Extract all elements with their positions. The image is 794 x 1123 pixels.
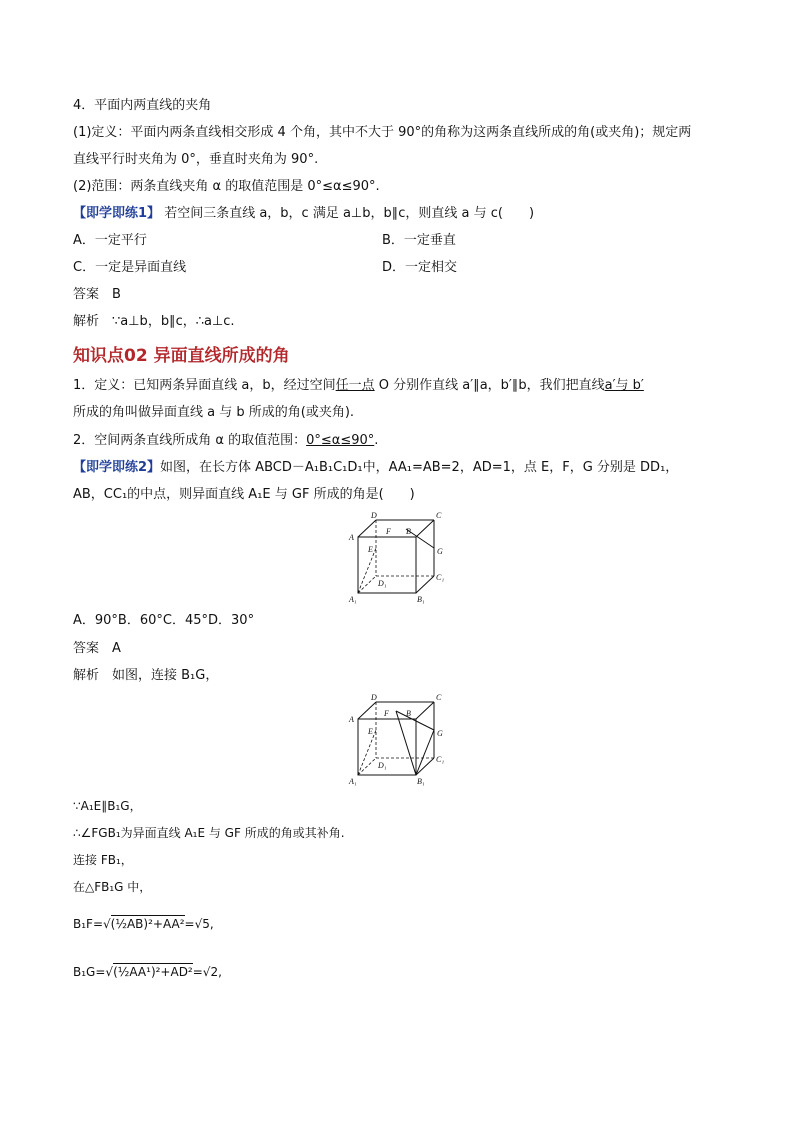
- edge-b-c: [416, 520, 434, 537]
- equation-b1f-radicand: (½AB)²+AA²: [110, 917, 185, 931]
- label2-a: A: [349, 715, 354, 724]
- kp2-def-underline-any-point: 任一点: [335, 378, 375, 393]
- label2-a1: A₁: [349, 777, 357, 786]
- solution-step-2: ∴∠FGB₁为异面直线 A₁E 与 GF 所成的角或其补角.: [73, 826, 345, 840]
- knowledge-point-02-heading: 知识点02 异面直线所成的角: [73, 346, 290, 366]
- edge2-b-c: [416, 702, 434, 719]
- exercise-1-option-b: B．一定垂直: [382, 233, 456, 248]
- exercise-1-tag: 【即学即练1】: [73, 206, 161, 221]
- exercise-2-analysis: 解析 如图，连接 B₁G，: [73, 668, 219, 683]
- edge-b1-c1: [416, 576, 434, 593]
- solution-step-3: 连接 FB₁，: [73, 853, 133, 867]
- equation-b1g: [73, 963, 222, 981]
- segment2-f-g: [396, 711, 434, 730]
- label-b1: B₁: [417, 595, 425, 604]
- solution-step-4: 在△FB₁G 中，: [73, 880, 152, 894]
- label-d: D: [371, 511, 377, 520]
- exercise-2-question-line-1: [73, 459, 678, 477]
- kp2-definition-line-2: 所成的角叫做异面直线 a 与 b 所成的角(或夹角).: [73, 405, 355, 420]
- solution-step-1: ∵A₁E∥B₁G，: [73, 799, 142, 813]
- section-4-range: (2)范围：两条直线夹角 α 的取值范围是 0°≤α≤90°.: [73, 179, 380, 194]
- cuboid-figure-2-svg: [340, 692, 450, 787]
- label2-c: C: [436, 693, 442, 702]
- segment-a1-e: [358, 548, 376, 593]
- equation-b1g-radicand: (½AA¹)²+AD²: [113, 965, 193, 979]
- exercise-1-option-a: A．一定平行: [73, 233, 147, 248]
- label-d1: D₁: [378, 579, 387, 588]
- exercise-2-question-line-2: AB，CC₁的中点，则异面直线 A₁E 与 GF 所成的角是( ): [73, 487, 415, 502]
- equation-b1f-lhs: B₁F=: [73, 917, 103, 931]
- segment2-b1-g: [416, 730, 434, 775]
- label2-d: D: [371, 693, 377, 702]
- exercise-1-text: 若空间三条直线 a，b，c 满足 a⊥b，b∥c，则直线 a 与 c( ): [164, 206, 535, 221]
- equation-b1g-lhs: B₁G=: [73, 965, 106, 979]
- label2-e: E: [368, 727, 373, 736]
- exercise-1-question: [73, 205, 534, 223]
- exercise-1-option-row-2: [73, 259, 458, 277]
- exercise-1-answer: 答案 B: [73, 287, 121, 302]
- hidden-edge-a1-d1: [358, 576, 376, 593]
- kp2-def-underline-lines: a′与 b′: [604, 378, 644, 393]
- equation-b1g-rhs: =√2,: [192, 965, 222, 979]
- segment2-f-b1: [396, 711, 416, 775]
- exercise-2-tag: 【即学即练2】: [73, 460, 161, 475]
- label2-g: G: [437, 729, 443, 738]
- kp2-range-text: 2．空间两条直线所成角 α 的取值范围：: [73, 433, 307, 448]
- cuboid-figure-1: [340, 510, 450, 605]
- edge2-a-d: [358, 702, 376, 719]
- sqrt-icon: √: [105, 965, 114, 979]
- label-b: B: [406, 527, 411, 536]
- equation-b1f: [73, 915, 214, 933]
- segment2-a1-e: [358, 730, 376, 775]
- label-a: A: [349, 533, 354, 542]
- cuboid-figure-2: [340, 692, 450, 787]
- edge-a-d: [358, 520, 376, 537]
- exercise-2-text-1: 如图，在长方体 ABCD－A₁B₁C₁D₁中，AA₁=AB=2，AD=1，点 E，F，G 分别是 DD₁，: [160, 460, 679, 475]
- equation-b1f-rhs: =√5,: [184, 917, 214, 931]
- section-4-definition-line-1: (1)定义：平面内两条直线相交形成 4 个角，其中不大于 90°的角称为这两条直线所成的角(或夹角)；规定两: [73, 125, 692, 140]
- exercise-2-answer: 答案 A: [73, 641, 121, 656]
- label-f: F: [386, 527, 391, 536]
- exercise-1-analysis: 解析 ∵a⊥b，b∥c，∴a⊥c.: [73, 314, 235, 329]
- exercise-2-options: A．90°B．60°C．45°D．30°: [73, 613, 255, 628]
- label2-b1: B₁: [417, 777, 425, 786]
- exercise-1-option-c: C．一定是异面直线: [73, 260, 187, 275]
- kp2-def-text-b: O 分别作直线 a′∥a，b′∥b，我们把直线: [374, 378, 605, 393]
- label-c1: C₁: [436, 573, 445, 582]
- sqrt-icon: √: [103, 917, 111, 931]
- exercise-1-option-d: D．一定相交: [382, 260, 458, 275]
- exercise-1-option-row-1: [73, 232, 456, 250]
- kp2-range-end: .: [374, 433, 379, 448]
- label-e: E: [368, 545, 373, 554]
- kp2-def-text-a: 1．定义：已知两条异面直线 a，b，经过空间: [73, 378, 336, 393]
- label-g: G: [437, 547, 443, 556]
- kp2-range: [73, 432, 378, 450]
- cuboid-figure-1-svg: [340, 510, 450, 605]
- label-a1: A₁: [349, 595, 357, 604]
- kp2-range-underline: 0°≤α≤90°: [306, 433, 375, 448]
- label-c: C: [436, 511, 442, 520]
- label2-c1: C₁: [436, 755, 445, 764]
- kp2-definition-line-1: [73, 377, 644, 395]
- label2-f: F: [384, 709, 389, 718]
- hidden-edge2-a1-d1: [358, 758, 376, 775]
- edge2-b1-c1: [416, 758, 434, 775]
- section-4-definition-line-2: 直线平行时夹角为 0°，垂直时夹角为 90°.: [73, 152, 319, 167]
- label2-d1: D₁: [378, 761, 387, 770]
- section-4-title: 4．平面内两直线的夹角: [73, 98, 212, 113]
- label2-b: B: [406, 709, 411, 718]
